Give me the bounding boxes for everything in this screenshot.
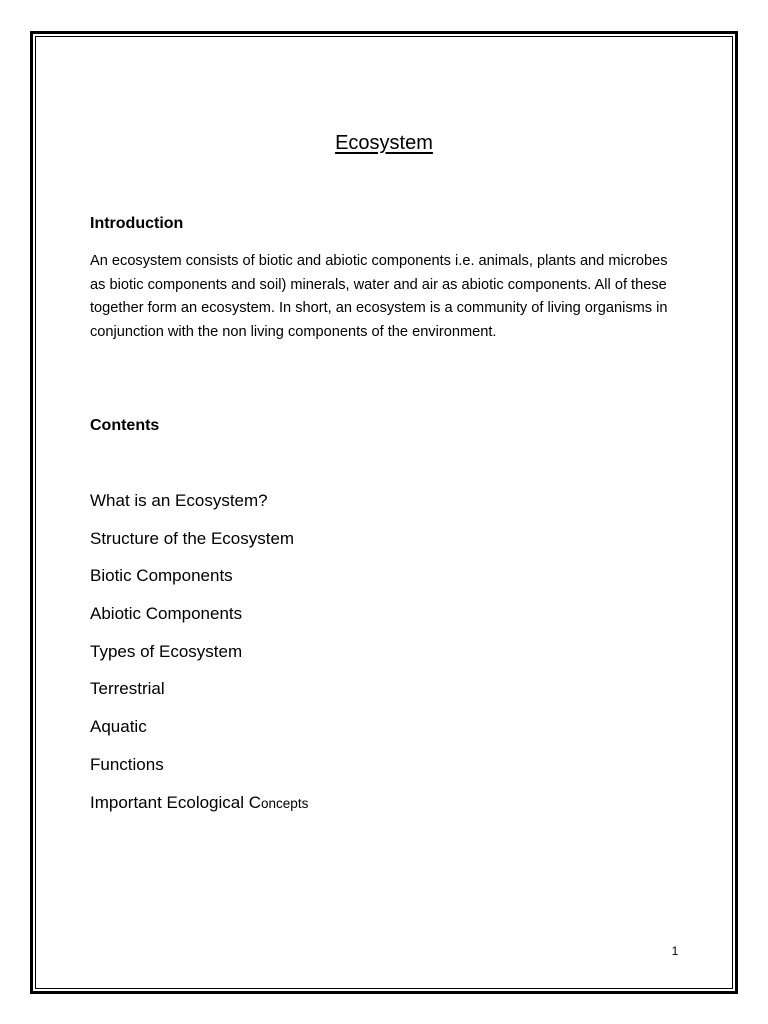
contents-item: Terrestrial: [90, 679, 165, 699]
contents-item: Biotic Components: [90, 566, 233, 586]
introduction-paragraph: An ecosystem consists of biotic and abiotic components i.e. animals, plants and microbes as biotic components and soil) minerals, water and air as abiotic components. All of these together form an ecosystem. In short, an ecosystem is a community of living organisms in conjunction with the non living components of the environment.: [90, 253, 668, 341]
contents-item: Structure of the Ecosystem: [90, 528, 295, 548]
contents-item-last-small: oncepts: [261, 795, 309, 811]
contents-item: What is an Ecosystem?: [90, 491, 268, 510]
contents-list: [90, 489, 308, 828]
page-number: 1: [671, 944, 679, 958]
document-title: Ecosystem: [335, 132, 433, 154]
contents-item: Functions: [90, 754, 164, 774]
contents-item-last-main: Important Ecological C: [90, 792, 262, 812]
contents-item: Abiotic Components: [90, 604, 243, 624]
contents-item-last: [90, 791, 308, 829]
introduction-heading: Introduction: [90, 215, 184, 232]
contents-item: Aquatic: [90, 717, 147, 737]
contents-heading: Contents: [90, 417, 160, 434]
contents-item: Types of Ecosystem: [90, 641, 243, 661]
